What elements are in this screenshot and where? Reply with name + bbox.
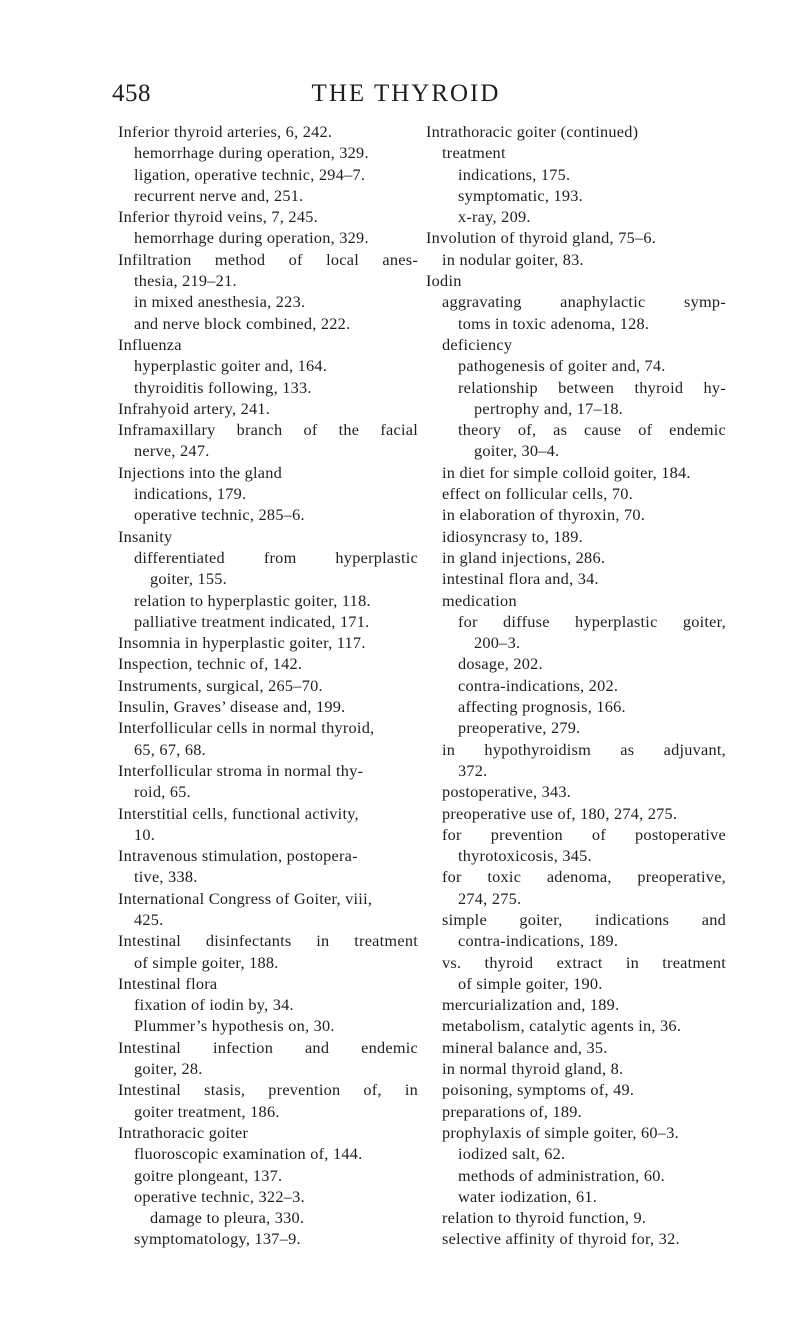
index-entry: Intrathoracic goiter (continued) [426,122,639,141]
index-subentry: contra-indications, 189. [458,931,619,951]
index-entry: Intestinal disinfectants in treatment [118,931,418,951]
index-subentry: relation to thyroid function, 9. [442,1208,647,1228]
index-subentry: for diffuse hyperplastic goiter, [458,611,726,631]
index-subentry: palliative treatment indicated, 171. [134,611,370,631]
index-subentry: hemorrhage during operation, 329. [134,143,369,163]
index-entry: Iodin [426,271,462,291]
index-subentry: theory of, as cause of endemic [458,420,726,440]
index-subentry: effect on follicular cells, 70. [442,484,633,504]
index-subentry: iodized salt, 62. [458,1144,566,1164]
index-subentry: goitre plongeant, 137. [134,1165,283,1185]
index-subentry: in mixed anesthesia, 223. [134,292,306,312]
index-subentry: fluoroscopic examination of, 144. [134,1144,363,1164]
index-subentry: hemorrhage during operation, 329. [134,228,369,248]
index-entry: Infiltration method of local anes- [118,249,418,269]
index-subentry: tive, 338. [134,867,198,887]
index-subentry: preoperative, 279. [458,718,581,738]
index-subentry: in diet for simple colloid goiter, 184. [442,462,691,482]
index-subentry: of simple goiter, 188. [134,952,279,972]
index-subentry: for toxic adenoma, preoperative, [442,867,726,887]
index-subentry: thesia, 219–21. [134,271,237,291]
index-subentry: metabolism, catalytic agents in, 36. [442,1016,682,1036]
index-subentry: pertrophy and, 17–18. [474,398,624,418]
index-entry: Injections into the gland [118,462,283,482]
index-subentry: pathogenesis of goiter and, 74. [458,356,666,376]
index-entry: Insanity [118,526,173,546]
index-subentry: of simple goiter, 190. [458,973,603,993]
index-subentry: in gland injections, 286. [442,547,606,567]
index-subentry: aggravating anaphylactic symp- [442,292,726,312]
index-subentry: thyroiditis following, 133. [134,377,312,397]
index-column-left [118,121,418,1250]
index-subentry: Plummer’s hypothesis on, 30. [134,1016,335,1036]
index-subentry: ligation, operative technic, 294–7. [134,164,366,184]
index-subentry: relation to hyperplastic goiter, 118. [134,590,371,610]
index-subentry: recurrent nerve and, 251. [134,185,304,205]
index-subentry: mercurialization and, 189. [442,995,620,1015]
index-subentry: idiosyncrasy to, 189. [442,526,583,546]
index-subentry: toms in toxic adenoma, 128. [458,313,650,333]
running-title: THE THYROID [311,80,501,107]
index-subentry: poisoning, symptoms of, 49. [442,1080,635,1100]
index-subentry: water iodization, 61. [458,1186,598,1206]
index-subentry: relationship between thyroid hy- [458,377,726,397]
index-subentry: for prevention of postoperative [442,824,726,844]
index-entry: Interstitial cells, functional activity, [118,803,359,823]
index-subentry: affecting prognosis, 166. [458,697,626,717]
index-subentry: 200–3. [474,633,521,653]
index-subentry: and nerve block combined, 222. [134,313,351,333]
index-subentry: symptomatic, 193. [458,185,583,205]
index-subentry: prophylaxis of simple goiter, 60–3. [442,1122,679,1142]
index-subentry: goiter treatment, 186. [134,1101,280,1121]
index-subentry: treatment [442,143,506,163]
index-entry: Infrahyoid artery, 241. [118,398,271,418]
index-subentry: in elaboration of thyroxin, 70. [442,505,646,525]
index-subentry: in normal thyroid gland, 8. [442,1059,624,1079]
index-subentry: 10. [134,824,156,844]
page-header [112,80,700,112]
index-subentry: operative technic, 322–3. [134,1186,305,1206]
index-subentry: goiter, 155. [150,569,227,589]
index-subentry: fixation of iodin by, 34. [134,995,294,1015]
index-subentry: medication [442,590,517,610]
index-subentry: methods of administration, 60. [458,1165,665,1185]
index-subentry: differentiated from hyperplastic [134,547,418,567]
index-subentry: 274, 275. [458,888,522,908]
index-subentry: operative technic, 285–6. [134,505,305,525]
index-subentry: dosage, 202. [458,654,543,674]
index-subentry: contra-indications, 202. [458,675,619,695]
index-subentry: roid, 65. [134,782,191,802]
index-subentry: x-ray, 209. [458,207,531,227]
index-entry: Intrathoracic goiter [118,1122,249,1142]
index-entry: International Congress of Goiter, viii, [118,888,373,908]
index-subentry: intestinal flora and, 34. [442,569,599,589]
index-subentry: thyrotoxicosis, 345. [458,846,592,866]
page-number: 458 [112,80,151,107]
index-entry: Insomnia in hyperplastic goiter, 117. [118,633,366,653]
index-subentry: symptomatology, 137–9. [134,1229,301,1249]
index-subentry: indications, 179. [134,484,247,504]
index-subentry: goiter, 28. [134,1059,203,1079]
index-subentry: in hypothyroidism as adjuvant, [442,739,726,759]
index-subentry: goiter, 30–4. [474,441,560,461]
index-entry: Inferior thyroid arteries, 6, 242. [118,122,333,141]
index-entry: Interfollicular stroma in normal thy- [118,760,364,780]
index-subentry: simple goiter, indications and [442,909,726,929]
index-entry: Intestinal infection and endemic [118,1037,418,1057]
index-entry: Inspection, technic of, 142. [118,654,303,674]
index-subentry: preoperative use of, 180, 274, 275. [442,803,678,823]
index-subentry: 372. [458,760,488,780]
index-subentry: deficiency [442,334,513,354]
index-entry: Intravenous stimulation, postopera- [118,846,358,866]
index-entry: Insulin, Graves’ disease and, 199. [118,697,346,717]
index-entry: Intestinal flora [118,973,218,993]
index-entry: Instruments, surgical, 265–70. [118,675,323,695]
index-subentry: indications, 175. [458,164,571,184]
index-entry: Interfollicular cells in normal thyroid, [118,718,375,738]
index-subentry: damage to pleura, 330. [150,1208,305,1228]
index-entry: Involution of thyroid gland, 75–6. [426,228,657,248]
index-subentry: selective affinity of thyroid for, 32. [442,1229,680,1249]
index-column-right [426,121,726,1250]
index-subentry: 425. [134,909,164,929]
index-subentry: hyperplastic goiter and, 164. [134,356,328,376]
index-entry: Inframaxillary branch of the facial [118,420,418,440]
index-subentry: preparations of, 189. [442,1101,582,1121]
index-subentry: postoperative, 343. [442,782,572,802]
index-entry: Inferior thyroid veins, 7, 245. [118,207,318,227]
index-entry: Intestinal stasis, prevention of, in [118,1080,418,1100]
index-subentry: nerve, 247. [134,441,210,461]
index-subentry: mineral balance and, 35. [442,1037,608,1057]
index-subentry: 65, 67, 68. [134,739,206,759]
index-subentry: vs. thyroid extract in treatment [442,952,726,972]
index-subentry: in nodular goiter, 83. [442,249,584,269]
index-entry: Influenza [118,334,182,354]
